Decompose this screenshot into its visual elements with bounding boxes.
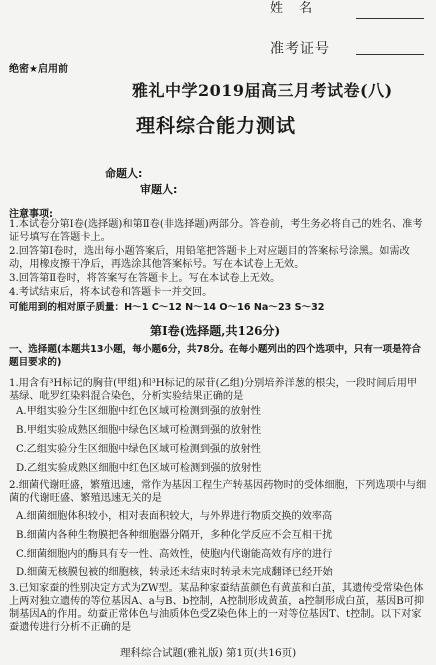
notice-item: 4.考试结束后，将本试卷和答题卡一并交回。 [9, 287, 213, 298]
question-option: B.细菌内各种生物膜把各种细胞器分隔开，多种化学反应不会互相干扰 [16, 530, 333, 541]
exam-number-label: 准考证号 [270, 41, 330, 57]
notice-item: 1.本试卷分第Ⅰ卷(选择题)和第Ⅱ卷(非选择题)两部分。答卷前，考生务必将自己的姓名、准考证号填写在答题卡上。 [9, 219, 423, 243]
name-label: 姓 名 [270, 1, 319, 16]
question-option: A.细菌细胞体积较小，相对表面积较大，与外界进行物质交换的效率高 [16, 511, 333, 522]
notice-item: 3.回答第Ⅱ卷时，将答案写在答题卡上。写在本试卷上无效。 [9, 273, 281, 284]
setter-label: 命题人: [105, 167, 143, 180]
page-footer: 理科综合试题(雅礼版) 第1页(共16页) [120, 647, 297, 659]
notice-item: 2.回答第Ⅰ卷时，选出每小题答案后，用铅笔把答题卡上对应题目的答案标号涂黑。如需改动，用橡皮擦干净后，再选涂其他答案标号。写在本试卷上无效。 [9, 246, 410, 270]
paper-subject-title: 理科综合能力测试 [136, 115, 297, 137]
exam-title: 雅礼中学2019届高三月考试卷(八) [132, 81, 393, 100]
secret-mark: 绝密★启用前 [9, 64, 68, 75]
question-option: C.细菌细胞内的酶具有专一性、高效性，使胞内代谢能高效有序的进行 [16, 549, 333, 560]
reviewer-label: 审题人: [140, 183, 178, 196]
atomic-mass-line: 可能用到的相对原子质量：H～1 C～12 N～14 O～16 Na～23 S～32 [9, 302, 325, 313]
question-stem: 1.用含有³H标记的胸苷(甲组)和³H标记的尿苷(乙组)分别培养洋葱的根尖，一段时间后用甲基绿、吡罗红染料混合染色，分析实验结果正确的是 [9, 378, 418, 402]
question-stem: 2.细菌代谢旺盛，繁殖迅速，常作为基因工程生产转基因药物时的受体细胞，下列选项中与细菌的代谢旺盛、繁殖迅速无关的是 [9, 480, 427, 504]
question-option: C.乙组实验分生区细胞中绿色区域可检测到强的放射性 [16, 444, 261, 455]
question-option: A.甲组实验分生区细胞中红色区域可检测到强的放射性 [16, 406, 261, 417]
question-option: D.乙组实验成熟区细胞中红色区域可检测到强的放射性 [16, 463, 262, 474]
question-option: D.细菌无核膜包被的细胞核，转录还未结束时转录未完成翻译已经开始 [16, 567, 333, 578]
section-title: 第Ⅰ卷(选择题,共126分) [150, 324, 281, 338]
name-underline [356, 18, 424, 19]
question-stem: 3.已知家蚕的性别决定方式为ZW型。某品种家蚕结茧颜色有黄茧和白茧，其遗传受常染色体上两对独立遗传的等位基因A、a与B、b控制，A控制形成黄茧，a控制形成白茧，基因B可抑制基因A的作用。幼蚕正常体色与油质体色受Z染色体上的一对等位基因T、t控制。以下对家蚕遗传进行分析不正确的是 [9, 583, 425, 633]
question-option: B.甲组实验成熟区细胞中绿色区域可检测到强的放射性 [16, 425, 262, 436]
section-instruction: 一、选择题(本题共13小题，每小题6分，共78分。在每小题列出的四个选项中，只有一项是符合题目要求的) [9, 344, 421, 368]
exam-number-underline [356, 54, 424, 55]
notice-heading: 注意事项: [9, 209, 53, 220]
